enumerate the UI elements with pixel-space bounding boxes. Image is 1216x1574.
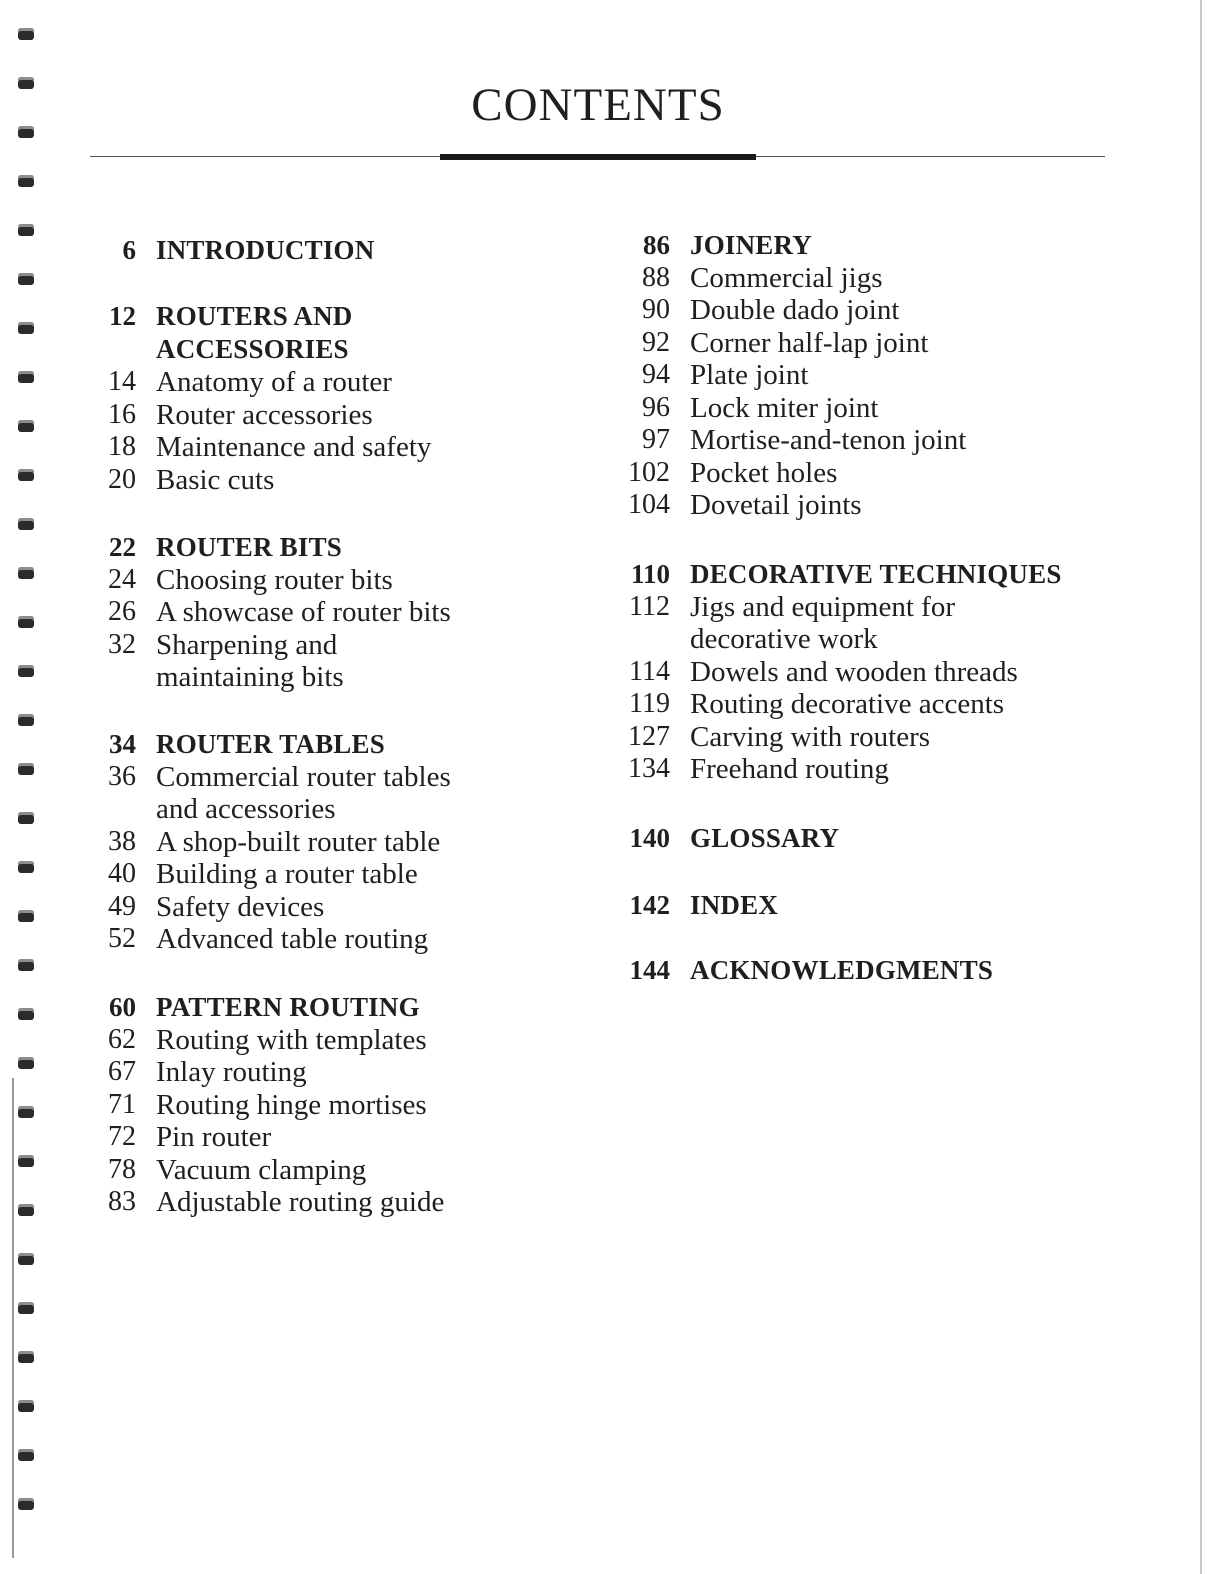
- toc-entry-title: Maintenance and safety: [156, 431, 432, 463]
- toc-page-number: 60: [109, 992, 136, 1022]
- toc-entry-title: A shop-built router table: [156, 825, 441, 858]
- toc-page-number: 134: [628, 753, 670, 784]
- page-edge-line: [1200, 0, 1202, 1574]
- toc-entry[interactable]: [92, 399, 552, 432]
- binding-hole: [18, 1400, 34, 1412]
- toc-page-number: 86: [643, 230, 670, 260]
- toc-entry[interactable]: [612, 262, 1112, 295]
- toc-page-number: 67: [108, 1056, 136, 1087]
- toc-page-number: 22: [109, 532, 136, 562]
- toc-entry-title: Dovetail joints: [690, 489, 862, 521]
- toc-page-number: 119: [629, 688, 670, 719]
- toc-section-acknowledgments: [612, 954, 1112, 987]
- binding-hole: [18, 861, 34, 873]
- toc-entry[interactable]: [612, 424, 1112, 457]
- binding-hole: [18, 1204, 34, 1216]
- toc-page-number: 52: [108, 923, 136, 954]
- toc-entry[interactable]: [612, 688, 1112, 721]
- toc-page-number: 127: [628, 720, 670, 752]
- toc-entry-title: Freehand routing: [690, 753, 889, 785]
- toc-entry[interactable]: [612, 359, 1112, 392]
- toc-entry-title: Jigs and equipment for decorative work: [690, 590, 955, 655]
- toc-page-number: 34: [109, 729, 136, 759]
- toc-entry[interactable]: [612, 656, 1112, 689]
- toc-entry-title: Building a router table: [156, 858, 418, 890]
- toc-page-number: 12: [109, 301, 136, 331]
- toc-entry-title: Basic cuts: [156, 463, 275, 496]
- toc-section-decorative-techniques: [612, 558, 1112, 786]
- toc-entry[interactable]: [92, 728, 552, 761]
- binding-hole: [18, 665, 34, 677]
- toc-page-number: 96: [642, 391, 670, 423]
- toc-section-index: [612, 889, 1112, 922]
- toc-entry[interactable]: [92, 1056, 552, 1089]
- binding-hole: [18, 714, 34, 726]
- toc-page-number: 49: [108, 890, 136, 922]
- toc-entry-title: INTRODUCTION: [156, 235, 375, 265]
- toc-page-number: 62: [108, 1023, 136, 1055]
- toc-section-pattern-routing: [92, 991, 552, 1219]
- toc-entry-title: Advanced table routing: [156, 923, 429, 955]
- toc-entry[interactable]: [92, 891, 552, 924]
- toc-entry-title: Mortise-and-tenon joint: [690, 424, 967, 456]
- toc-entry-title: Router accessories: [156, 398, 373, 431]
- toc-page-number: 88: [642, 261, 670, 293]
- toc-entry-title: Inlay routing: [156, 1056, 307, 1088]
- binding-hole: [18, 910, 34, 922]
- toc-entry[interactable]: [612, 294, 1112, 327]
- toc-page-number: 140: [629, 823, 670, 853]
- toc-entry-title: Pocket holes: [690, 456, 838, 489]
- toc-entry-title: Routing hinge mortises: [156, 1088, 427, 1121]
- toc-entry[interactable]: [92, 1154, 552, 1187]
- binding-hole: [18, 812, 34, 824]
- toc-entry-title: ROUTER BITS: [156, 532, 343, 562]
- toc-page-number: 104: [628, 489, 670, 520]
- toc-page-number: 102: [628, 456, 670, 488]
- toc-entry-title: Sharpening and maintaining bits: [156, 628, 344, 693]
- title-rule-accent: [440, 154, 756, 160]
- toc-page-number: 94: [642, 359, 670, 390]
- toc-entry[interactable]: [612, 721, 1112, 754]
- binding-hole: [18, 959, 34, 971]
- toc-entry[interactable]: [92, 629, 552, 694]
- binding-hole: [18, 322, 34, 334]
- binding-edge-line: [12, 1078, 14, 1558]
- binding-hole: [18, 224, 34, 236]
- toc-entry-title: INDEX: [690, 890, 779, 920]
- toc-entry[interactable]: [92, 464, 552, 497]
- toc-page-number: 40: [108, 858, 136, 889]
- toc-page-number: 110: [630, 559, 670, 589]
- toc-entry[interactable]: [612, 889, 1112, 922]
- toc-entry[interactable]: [92, 1121, 552, 1154]
- binding-hole: [18, 616, 34, 628]
- toc-entry-title: Adjustable routing guide: [156, 1186, 445, 1218]
- binding-hole: [18, 1253, 34, 1265]
- toc-entry[interactable]: [92, 531, 552, 564]
- toc-page-number: 6: [122, 235, 136, 265]
- binding-hole: [18, 763, 34, 775]
- binding-hole: [18, 518, 34, 530]
- toc-entry-title: Routing with templates: [156, 1023, 427, 1056]
- toc-entry-title: Corner half-lap joint: [690, 326, 929, 359]
- binding-hole: [18, 1057, 34, 1069]
- toc-entry-title: Commercial jigs: [690, 261, 883, 294]
- toc-entry-title: Routing decorative accents: [690, 688, 1005, 720]
- toc-entry-title: Carving with routers: [690, 720, 931, 753]
- toc-entry[interactable]: [612, 457, 1112, 490]
- toc-page-number: 114: [629, 655, 670, 687]
- toc-section-router-bits: [92, 531, 552, 694]
- toc-entry[interactable]: [92, 923, 552, 956]
- toc-entry[interactable]: [92, 366, 552, 399]
- toc-entry-title: JOINERY: [690, 230, 812, 260]
- toc-section-glossary: [612, 822, 1112, 855]
- toc-section-joinery: [612, 229, 1112, 522]
- toc-entry[interactable]: [612, 591, 1112, 656]
- toc-entry[interactable]: [612, 489, 1112, 522]
- toc-entry[interactable]: [92, 1024, 552, 1057]
- toc-page-number: 36: [108, 760, 136, 792]
- toc-page-number: 38: [108, 825, 136, 857]
- page-title: CONTENTS: [471, 79, 725, 131]
- toc-entry-title: Vacuum clamping: [156, 1153, 367, 1186]
- toc-page-number: 97: [642, 424, 670, 455]
- toc-entry[interactable]: [92, 564, 552, 597]
- toc-entry-title: PATTERN ROUTING: [156, 992, 420, 1022]
- toc-section-introduction: [92, 234, 552, 267]
- toc-page-number: 142: [629, 890, 670, 920]
- toc-entry[interactable]: [92, 1089, 552, 1122]
- toc-entry[interactable]: [92, 300, 552, 366]
- toc-entry-title: Anatomy of a router: [156, 366, 392, 398]
- toc-page-number: 83: [108, 1186, 136, 1217]
- toc-entry-title: ROUTER TABLES: [156, 729, 385, 759]
- toc-entry-title: A showcase of router bits: [156, 596, 451, 628]
- toc-page-number: 20: [108, 463, 136, 495]
- toc-entry[interactable]: [612, 327, 1112, 360]
- toc-entry-title: Double dado joint: [690, 294, 900, 326]
- toc-entry-title: Safety devices: [156, 890, 325, 923]
- toc-page-number: 72: [108, 1121, 136, 1152]
- binding-hole: [18, 1008, 34, 1020]
- toc-entry[interactable]: [92, 234, 552, 267]
- binding-hole: [18, 1498, 34, 1510]
- toc-entry-title: ACKNOWLEDGMENTS: [690, 955, 994, 985]
- toc-page-number: 16: [108, 398, 136, 430]
- toc-entry[interactable]: [92, 431, 552, 464]
- toc-entry[interactable]: [92, 858, 552, 891]
- toc-page-number: 144: [629, 955, 670, 985]
- toc-entry-title: Commercial router tables and accessories: [156, 760, 451, 825]
- toc-page-number: 90: [642, 294, 670, 325]
- binding-hole: [18, 567, 34, 579]
- toc-page-number: 71: [108, 1088, 136, 1120]
- toc-page-number: 14: [108, 366, 136, 397]
- toc-section-router-tables: [92, 728, 552, 956]
- toc-entry-title: Lock miter joint: [690, 391, 879, 424]
- toc-entry-title: GLOSSARY: [690, 823, 840, 853]
- binding-hole: [18, 1302, 34, 1314]
- binding-hole: [18, 28, 34, 40]
- toc-page-number: 92: [642, 326, 670, 358]
- toc-section-routers-and-accessories: [92, 300, 552, 496]
- toc-entry[interactable]: [92, 991, 552, 1024]
- spiral-binding: [10, 28, 50, 1558]
- toc-entry-title: DECORATIVE TECHNIQUES: [690, 559, 1062, 589]
- toc-page-number: 18: [108, 431, 136, 462]
- toc-entry-title: Choosing router bits: [156, 563, 393, 596]
- toc-entry[interactable]: [92, 596, 552, 629]
- toc-entry[interactable]: [612, 753, 1112, 786]
- toc-entry[interactable]: [92, 826, 552, 859]
- binding-hole: [18, 1449, 34, 1461]
- toc-entry[interactable]: [612, 954, 1112, 987]
- toc-entry-title: Dowels and wooden threads: [690, 655, 1018, 688]
- binding-hole: [18, 1351, 34, 1363]
- binding-hole: [18, 273, 34, 285]
- toc-entry[interactable]: [612, 229, 1112, 262]
- binding-hole: [18, 175, 34, 187]
- binding-hole: [18, 371, 34, 383]
- toc-entry[interactable]: [612, 392, 1112, 425]
- toc-page-number: 78: [108, 1153, 136, 1185]
- toc-entry-title: Pin router: [156, 1121, 272, 1153]
- binding-hole: [18, 1155, 34, 1167]
- toc-entry[interactable]: [612, 558, 1112, 591]
- toc-page-number: 112: [629, 590, 670, 622]
- binding-hole: [18, 469, 34, 481]
- binding-hole: [18, 420, 34, 432]
- toc-entry-title: ROUTERS AND ACCESSORIES: [156, 301, 353, 364]
- toc-page-number: 24: [108, 563, 136, 595]
- toc-entry[interactable]: [612, 822, 1112, 855]
- toc-entry[interactable]: [92, 1186, 552, 1219]
- toc-entry[interactable]: [92, 761, 552, 826]
- toc-page-number: 26: [108, 596, 136, 627]
- binding-hole: [18, 1106, 34, 1118]
- toc-page-number: 32: [108, 628, 136, 660]
- toc-entry-title: Plate joint: [690, 359, 809, 391]
